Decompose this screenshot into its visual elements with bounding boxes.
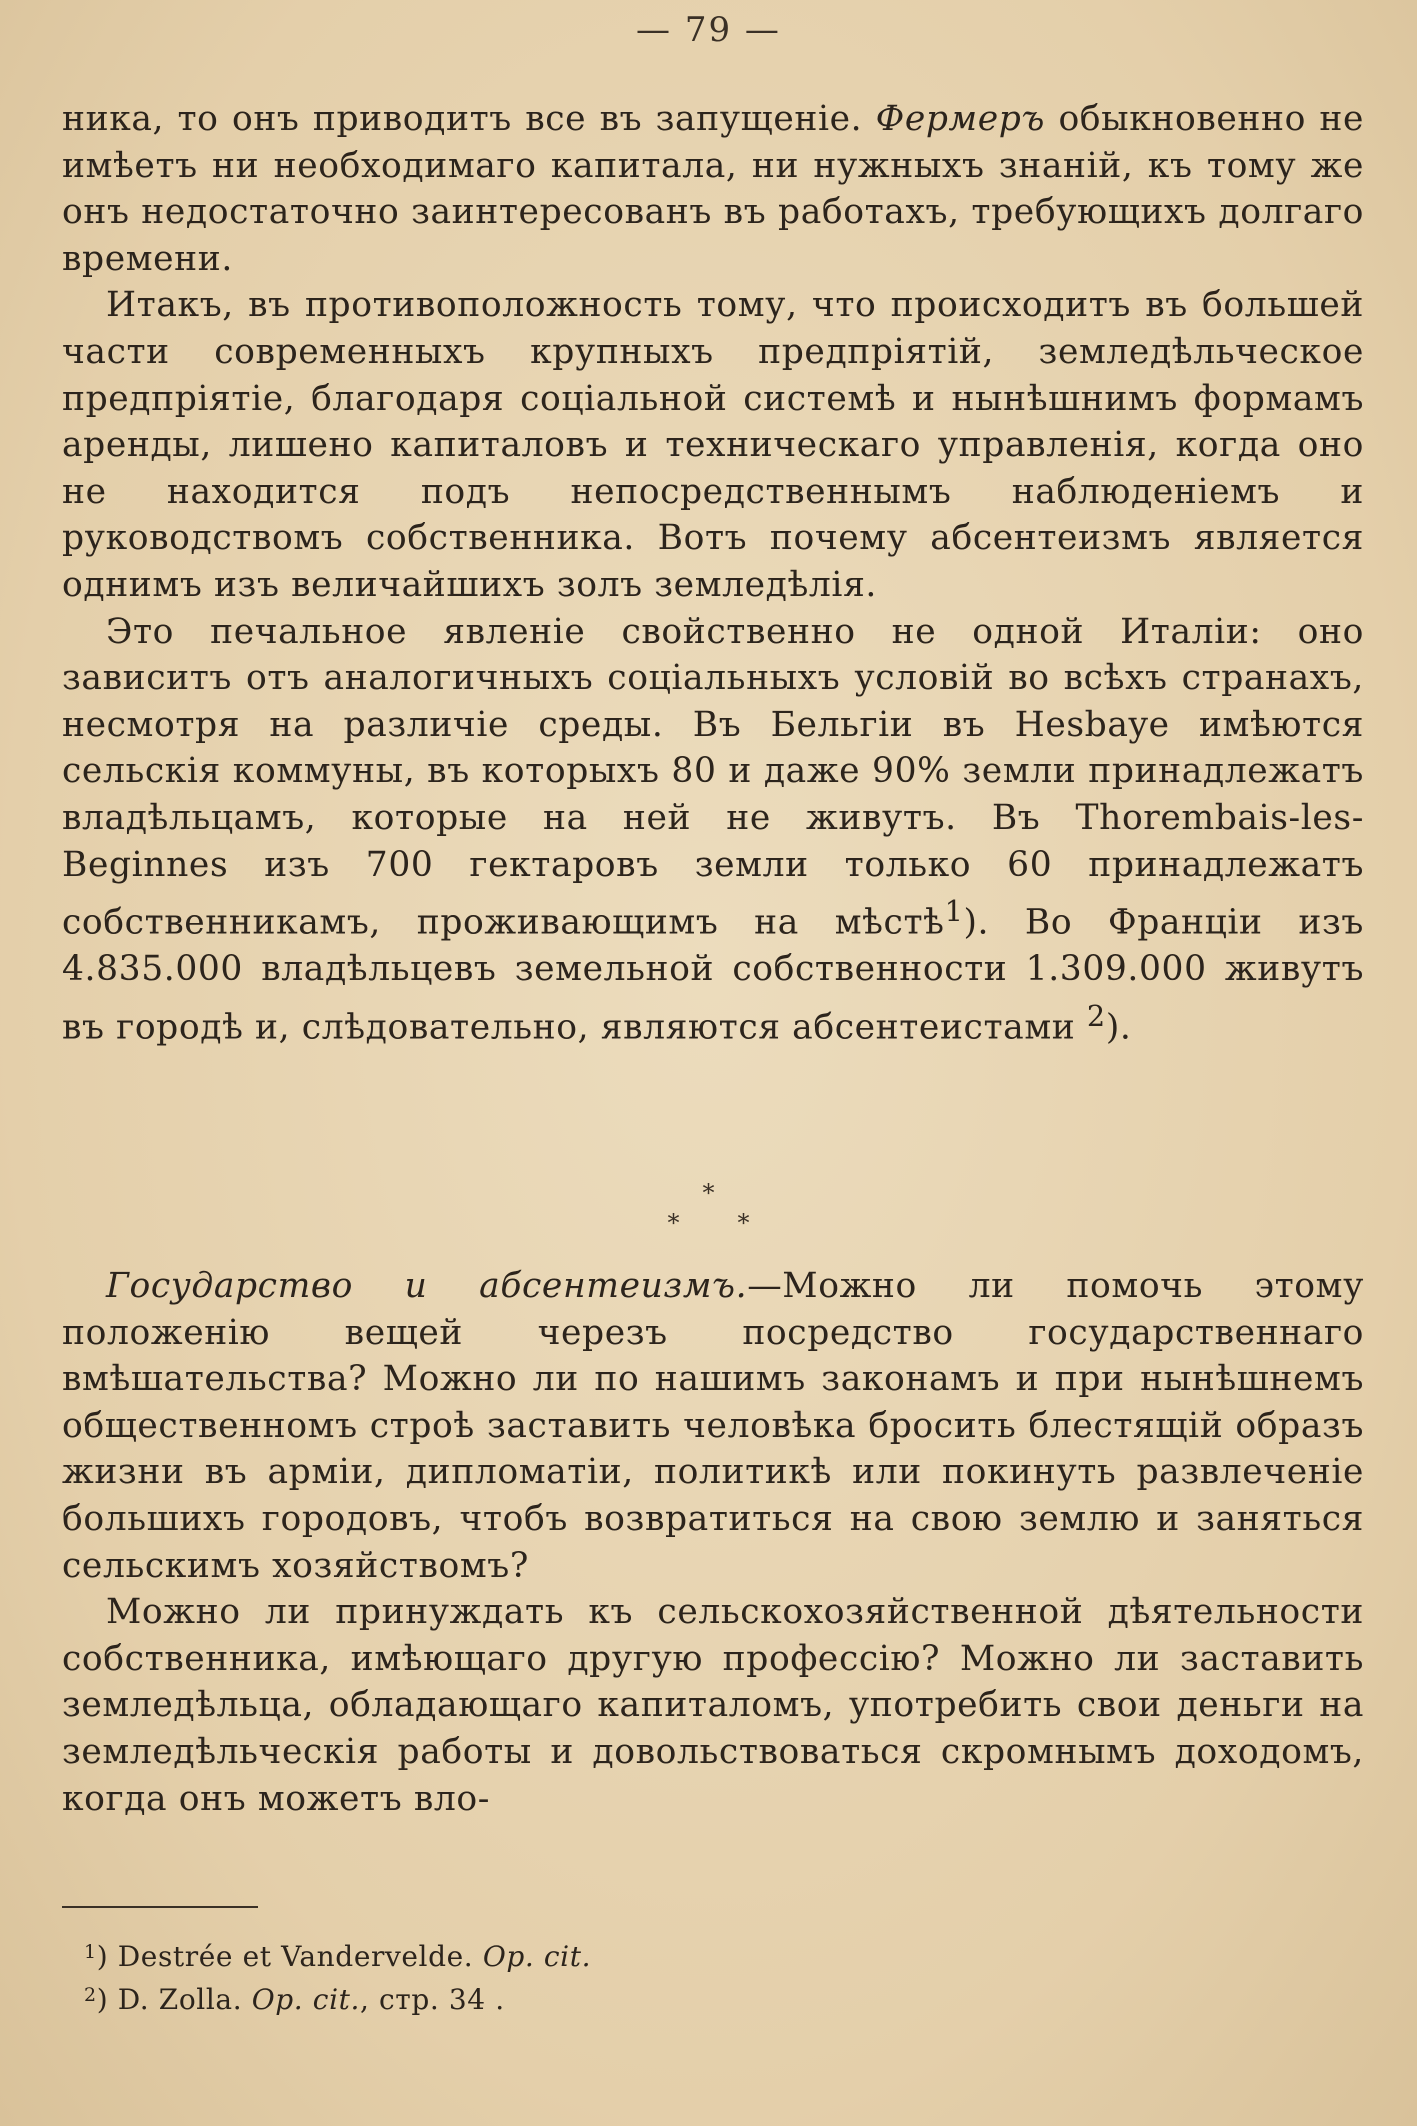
paragraph-2-text: Итакъ, въ противоположность тому, что происходитъ въ большей части современныхъ крупныхъ предпріятій, земледѣльческое предпріятіе, благодаря соціальной системѣ и нынѣшнимъ формамъ аренды, лишено капиталовъ и техническаго управленія, когда оно не находится подъ непосредственнымъ наблюденіемъ и руководствомъ собственника. Вотъ почему абсентеизмъ является однимъ изъ величайшихъ золъ земледѣлія. xyxy=(62,285,1364,605)
footnote-2-text: ) D. Zolla. xyxy=(96,1983,252,2016)
paragraph-5 xyxy=(62,1589,1364,1822)
footnote-1 xyxy=(84,1933,591,1976)
paragraph-4-text: —Можно ли помочь этому положенію вещей черезъ посредство государственнаго вмѣшательства? Можно ли по нашимъ законамъ и при нынѣшнемъ общественномъ строѣ заставить человѣка бросить блестящій образъ жизни въ арміи, дипломатіи, политикѣ или покинуть развлеченіе большихъ городовъ, чтобъ возвратиться на свою землю и заняться сельскимъ хозяйствомъ? xyxy=(62,1266,1364,1586)
footnote-2 xyxy=(84,1976,591,2019)
footnotes xyxy=(84,1933,591,2019)
footnote-2-rest: , стр. 34 . xyxy=(359,1983,505,2016)
footnote-divider xyxy=(62,1906,258,1908)
asterisk-top: * xyxy=(702,1179,715,1207)
paragraph-1-italic-term: Фермеръ xyxy=(875,99,1046,139)
section-separator-asterisks xyxy=(0,1178,1417,1238)
footnote-2-number: 2 xyxy=(84,1984,97,2006)
asterisk-bottom-row: ** xyxy=(667,1209,808,1237)
footnote-2-italic: Op. cit. xyxy=(251,1983,360,2016)
paragraph-1-text-a: ника, то онъ приводитъ все въ запущеніе. xyxy=(62,99,876,139)
paragraph-3-text-a: Это печальное явленіе свойственно не одной Италіи: оно зависитъ отъ аналогичныхъ соціальныхъ условій во всѣхъ странахъ, несмотря на различіе среды. Въ Бельгіи въ Hesbaye имѣются сельскія коммуны, въ которыхъ 80 и даже 90% земли принадлежатъ владѣльцамъ, которые на ней не живутъ. Въ Thorembais-les-Beginnes изъ 700 гектаровъ земли только 60 принадлежатъ собственникамъ, проживающимъ на мѣстѣ xyxy=(62,611,1364,943)
footnote-ref-1[interactable]: 1 xyxy=(944,894,964,929)
main-text-block xyxy=(62,96,1364,1051)
paragraph-3-text-c: ). xyxy=(1105,1007,1132,1048)
footnote-1-number: 1 xyxy=(84,1941,97,1963)
footnote-1-text: ) Destrée et Vandervelde. xyxy=(96,1940,483,1973)
paragraph-3-text-b: ). Во Франціи изъ 4.835.000 владѣльцевъ земельной собственности 1.309.000 живутъ въ городѣ и, слѣдовательно, являются абсентеистами xyxy=(62,902,1364,1048)
paragraph-4 xyxy=(62,1263,1364,1589)
paragraph-3 xyxy=(62,609,1364,1051)
footnote-1-italic: Op. cit. xyxy=(482,1940,592,1973)
footnote-ref-2[interactable]: 2 xyxy=(1086,998,1106,1033)
paragraph-1 xyxy=(62,96,1364,282)
page-number: — 79 — xyxy=(636,10,781,50)
paragraph-1-text-c: обыкновенно не имѣетъ ни необходимаго капитала, ни нужныхъ знаній, къ тому же онъ недостаточно заинтересованъ въ работахъ, требующихъ долгаго времени. xyxy=(62,99,1364,279)
section-heading-italic: Государство и абсентеизмъ. xyxy=(106,1266,748,1306)
second-text-block xyxy=(62,1263,1364,1822)
paragraph-5-text: Можно ли принуждать къ сельскохозяйственной дѣятельности собственника, имѣющаго другую профессію? Можно ли заставить земледѣльца, обладающаго капиталомъ, употребить свои деньги на земледѣльческія работы и довольствоваться скромнымъ доходомъ, когда онъ можетъ вло- xyxy=(62,1592,1364,1819)
paragraph-2 xyxy=(62,282,1364,608)
